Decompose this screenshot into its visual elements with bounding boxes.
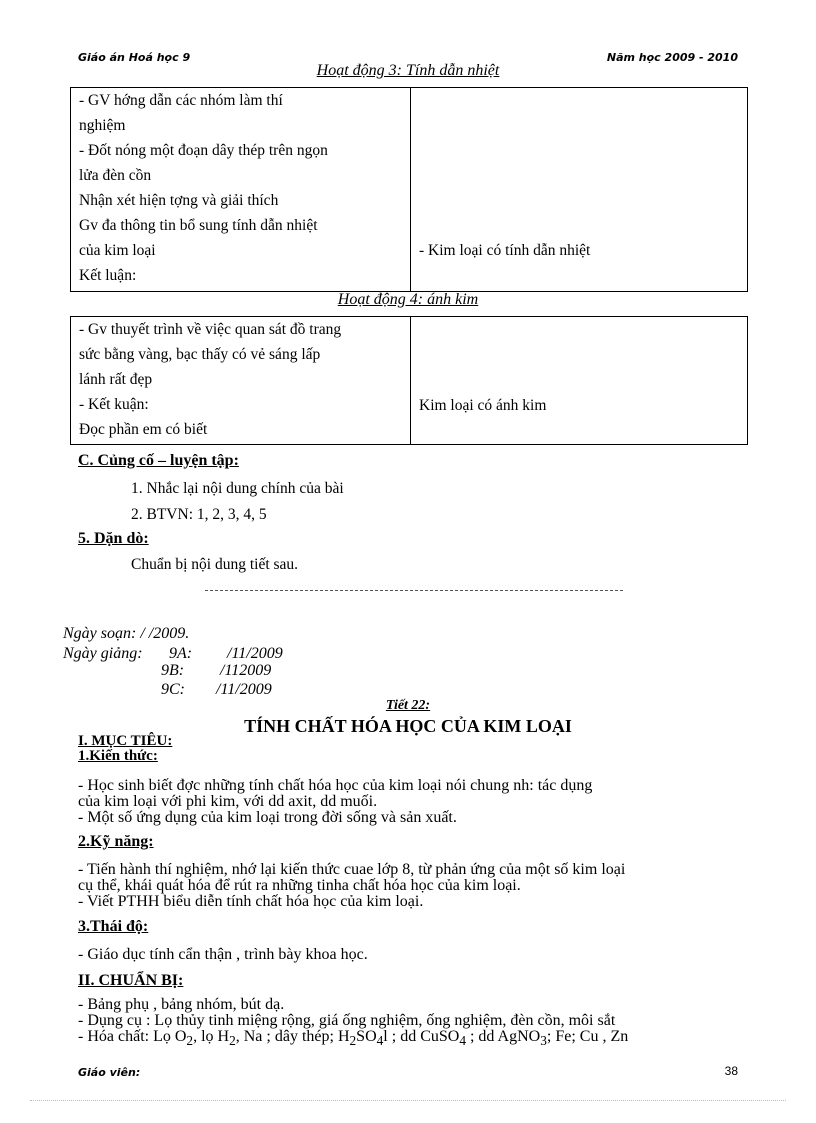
preparation-line: - Dụng cụ : Lọ thủy tinh miệng rộng, giá ống nghiệm, ống nghiệm, đèn cồn, môi sắt — [78, 1012, 616, 1029]
activity3-line: Nhận xét hiện tợng và giải thích — [79, 192, 279, 209]
activity4-line: - Kết kuận: — [79, 396, 149, 413]
class-date: /112009 — [220, 662, 272, 679]
activity3-right-cell — [411, 88, 748, 292]
activity4-right-cell — [411, 317, 748, 445]
class-date: /11/2009 — [216, 681, 272, 698]
header-left: Giáo án Hoá học 9 — [78, 51, 191, 64]
objectives-heading: I. MỤC TIÊU: — [78, 733, 173, 749]
homework-text: Chuẩn bị nội dung tiết sau. — [131, 556, 299, 573]
activity3-line: của kim loại — [79, 242, 156, 259]
skills-text — [78, 862, 625, 910]
activity4-title: Hoạt động 4: ánh kim — [337, 291, 479, 308]
activity3-line: Gv đa thông tin bổ sung tính dẫn nhiệt — [79, 217, 318, 234]
footer-teacher: Giáo viên: — [78, 1066, 141, 1079]
page-number: 38 — [724, 1064, 738, 1078]
activity4-table — [70, 316, 748, 445]
separator-line — [205, 590, 623, 591]
knowledge-heading: 1.Kiến thức: — [78, 748, 158, 764]
consolidation-heading: C. Củng cố – luyện tập: — [78, 452, 239, 469]
activity3-line: nghiệm — [79, 117, 126, 134]
page-bottom-border — [30, 1100, 786, 1101]
activity3-line: - Đốt nóng một đoạn dây thép trên ngọn — [79, 142, 328, 159]
knowledge-line: - Một số ứng dụng của kim loại trong đời sống và sản xuất. — [78, 809, 457, 826]
activity3-line: Kết luận: — [79, 267, 137, 284]
skills-line: - Viết PTHH biểu diễn tính chất hóa học của kim loại. — [78, 893, 424, 910]
skills-heading: 2.Kỹ năng: — [78, 833, 154, 850]
activity4-line: - Gv thuyết trình về việc quan sát đồ trang — [79, 321, 342, 338]
activity3-title: Hoạt động 3: Tính dẫn nhiệt — [316, 62, 500, 79]
consolidation-item: 2. BTVN: 1, 2, 3, 4, 5 — [131, 506, 267, 523]
preparation-text — [78, 997, 628, 1049]
lesson-number: Tiết 22: — [385, 698, 431, 713]
class-label: 9C: — [161, 681, 185, 698]
activity4-conclusion: Kim loại có ánh kim — [419, 397, 547, 414]
homework-heading: 5. Dặn dò: — [78, 530, 149, 547]
attitude-heading: 3.Thái độ: — [78, 918, 149, 935]
class-date: /11/2009 — [227, 645, 283, 662]
skills-line: cụ thể, khái quát hóa để rút ra những tinha chất hóa học của kim loại. — [78, 877, 521, 894]
activity3-left-cell — [71, 88, 411, 292]
preparation-line-chemicals: - Hóa chất: Lọ $O_2$, lọ $H_2$, Na ; dây thép; $H_2SO_4l$ ; dd CuSO$_4$ ; dd AgNO$_3$; Fe; Cu , Zn — [78, 1028, 629, 1049]
activity4-left-cell — [71, 317, 411, 445]
activity3-line: - GV hớng dẫn các nhóm làm thí — [79, 92, 283, 109]
activity3-line: lửa đèn cồn — [79, 167, 152, 184]
skills-line: - Tiến hành thí nghiệm, nhớ lại kiến thức cuae lớp 8, từ phản ứng của một số kim loại — [78, 861, 626, 878]
knowledge-line: - Học sinh biết đợc những tính chất hóa học của kim loại nói chung nh: tác dụng — [78, 777, 593, 794]
activity4-line: lánh rất đẹp — [79, 371, 153, 388]
date-prepared: Ngày soạn: / /2009. — [63, 625, 190, 642]
class-label: 9B: — [161, 662, 185, 679]
consolidation-item: 1. Nhắc lại nội dung chính của bài — [131, 480, 344, 497]
activity3-conclusion: - Kim loại có tính dẫn nhiệt — [419, 242, 591, 259]
activity4-line: sức bằng vàng, bạc thấy có vẻ sáng lấp — [79, 346, 321, 363]
activity3-table — [70, 87, 748, 292]
header-right: Năm học 2009 - 2010 — [606, 51, 738, 64]
date-teaching-label: Ngày giảng: — [63, 645, 143, 662]
lesson-title: TÍNH CHẤT HÓA HỌC CỦA KIM LOẠI — [244, 716, 572, 736]
attitude-text: - Giáo dục tính cẩn thận , trình bày khoa học. — [78, 946, 368, 963]
preparation-line: - Bảng phụ , bảng nhóm, bút dạ. — [78, 996, 285, 1013]
knowledge-line: của kim loại với phi kim, với dd axit, dd muối. — [78, 793, 378, 810]
knowledge-text — [78, 778, 592, 826]
preparation-heading: II. CHUẨN BỊ: — [78, 972, 184, 989]
class-label: 9A: — [169, 645, 193, 662]
activity4-line: Đọc phần em có biết — [79, 421, 208, 438]
